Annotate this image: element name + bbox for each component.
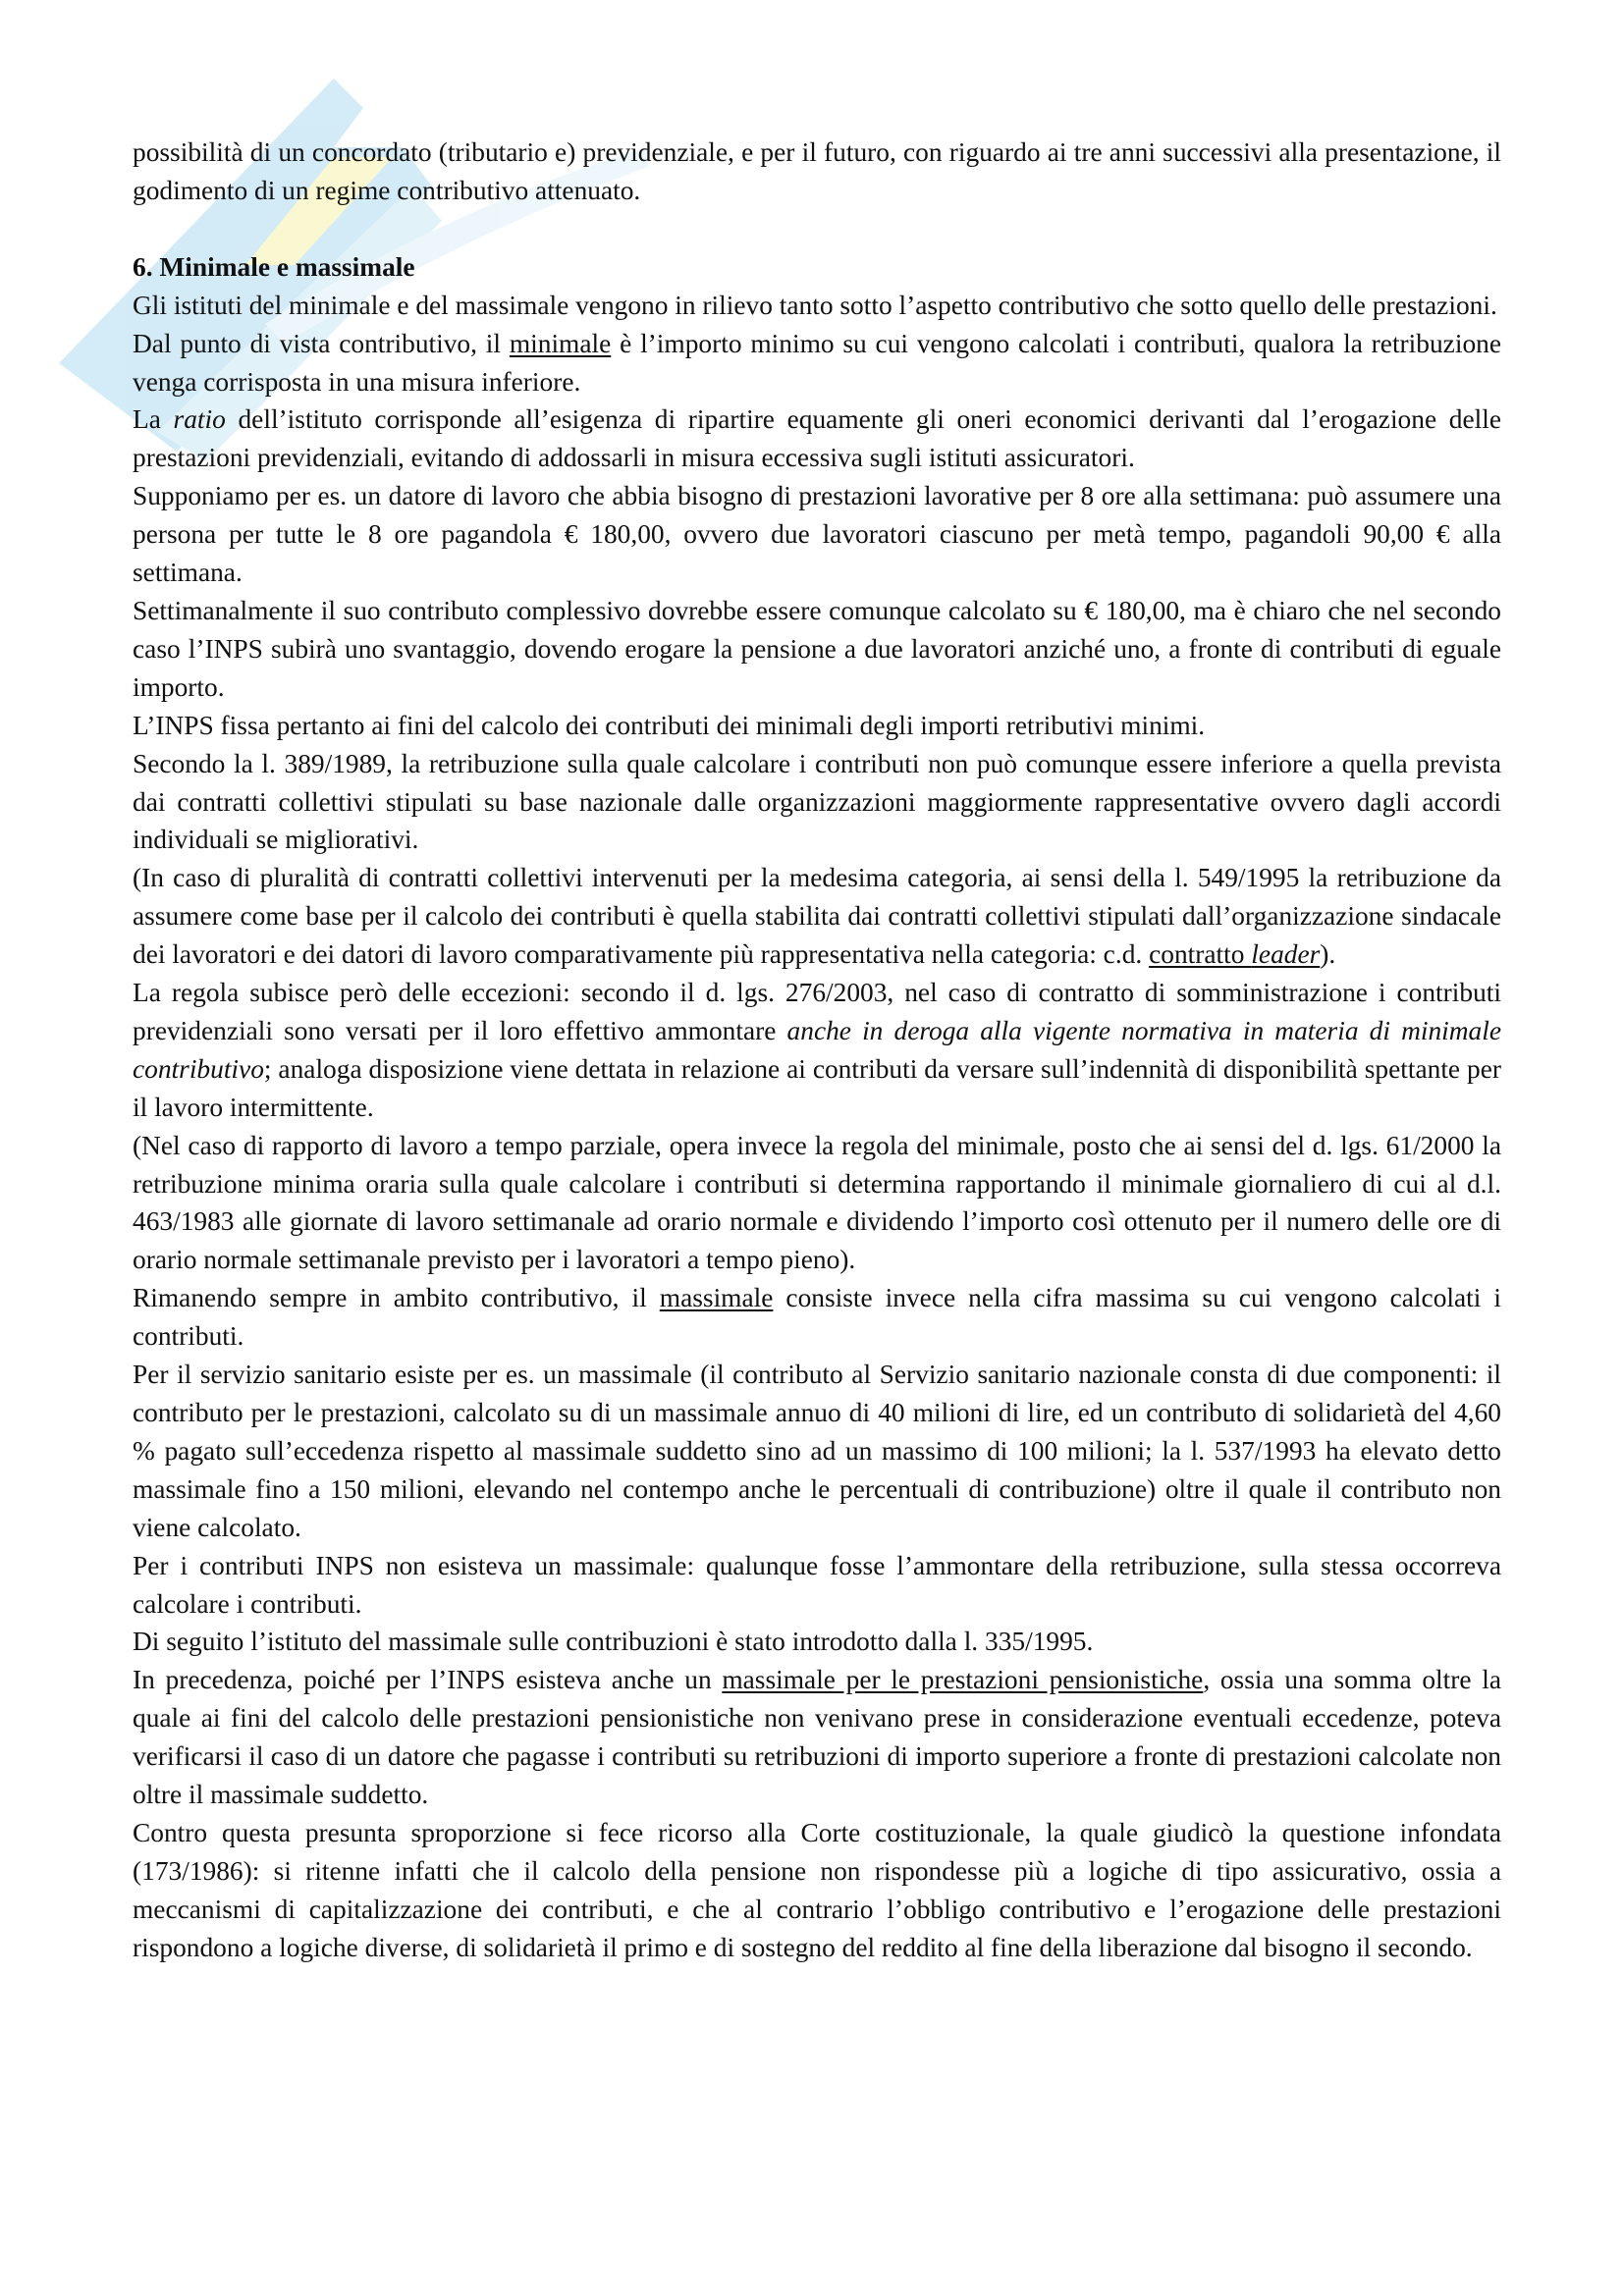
document-body (133, 133, 1501, 1967)
paragraph-12: Per il servizio sanitario esiste per es. un massimale (il contributo al Servizio sanitario nazionale consta di due componenti: il contributo per le prestazioni, calcolato su di un massimale annuo di 40 milioni di lire, ed un contributo di solidarietà del 4,60 % pagato sull’eccedenza rispetto al massimale suddetto sino ad un massimo di 100 milioni; la l. 537/1993 ha elevato detto massimale fino a 150 milioni, elevando nel contempo anche le percentuali di contribuzione) oltre il quale il contributo non viene calcolato. (133, 1360, 1501, 1542)
term-massimale-prestazioni: massimale per le prestazioni pensionistiche (722, 1665, 1204, 1695)
section-heading: 6. Minimale e massimale (133, 251, 415, 282)
paragraph-6: L’INPS fissa pertanto ai fini del calcolo dei contributi dei minimali degli importi retributivi minimi. (133, 710, 1206, 740)
term-minimale: minimale (509, 328, 612, 358)
paragraph-8: (In caso di pluralità di contratti collettivi intervenuti per la medesima categoria, ai sensi della l. 549/1995 la retribuzione da assumere come base per il calcolo dei contributi è quella stabilita dai contratti collettivi stipulati dall’organizzazione sindacale dei lavoratori e dei datori di lavoro comparativamente più rappresentativa nella categoria: c.d. contratto leader). (133, 863, 1501, 970)
paragraph-15: In precedenza, poiché per l’INPS esisteva anche un massimale per le prestazioni pensionistiche, ossia una somma oltre la quale ai fini del calcolo delle prestazioni pensionistiche non venivano prese in considerazione eventuali eccedenze, poteva verificarsi il caso di un datore che pagasse i contributi su retribuzioni di importo superiore a fronte di prestazioni calcolate non oltre il massimale suddetto. (133, 1665, 1502, 1810)
paragraph-10: (Nel caso di rapporto di lavoro a tempo parziale, opera invece la regola del minimale, posto che ai sensi del d. lgs. 61/2000 la retribuzione minima oraria sulla quale calcolare i contributi si determina rapportando il minimale giornaliero di cui al d.l. 463/1983 alle giornate di lavoro settimanale ad orario normale e dividendo l’importo così ottenuto per il numero delle ore di orario normale settimanale previsto per i lavoratori a tempo pieno). (133, 1130, 1501, 1275)
paragraph-5: Settimanalmente il suo contributo complessivo dovrebbe essere comunque calcolato su € 180,00, ma è chiaro che nel secondo caso l’INPS subirà uno svantaggio, dovendo erogare la pensione a due lavoratori anziché uno, a fronte di contributi di eguale importo. (133, 595, 1501, 702)
intro-paragraph: possibilità di un concordato (tributario e) previdenziale, e per il futuro, con riguardo ai tre anni successivi alla presentazione, il godimento di un regime contributivo attenuato. (133, 137, 1501, 205)
paragraph-4: Supponiamo per es. un datore di lavoro che abbia bisogno di prestazioni lavorative per 8 ore alla settimana: può assumere una persona per tutte le 8 ore pagandola € 180,00, ovvero due lavoratori ciascuno per metà tempo, pagandoli 90,00 € alla settimana. (133, 481, 1501, 588)
paragraph-7: Secondo la l. 389/1989, la retribuzione sulla quale calcolare i contributi non può comunque essere inferiore a quella prevista dai contratti collettivi stipulati su base nazionale dalle organizzazioni maggiormente rappresentative ovvero dagli accordi individuali se migliorativi. (133, 748, 1501, 855)
paragraph-13: Per i contributi INPS non esisteva un massimale: qualunque fosse l’ammontare della retribuzione, sulla stessa occorreva calcolare i contributi. (133, 1550, 1501, 1619)
paragraph-3: La ratio dell’istituto corrisponde all’esigenza di ripartire equamente gli oneri economici derivanti dal l’erogazione delle prestazioni previdenziali, evitando di addossarli in misura eccessiva sugli istituti assicuratori. (133, 404, 1501, 473)
paragraph-2: Dal punto di vista contributivo, il minimale è l’importo minimo su cui vengono calcolati i contributi, qualora la retribuzione venga corrisposta in una misura inferiore. (133, 328, 1501, 397)
term-massimale: massimale (659, 1283, 774, 1313)
paragraph-11: Rimanendo sempre in ambito contributivo, il massimale consiste invece nella cifra massima su cui vengono calcolati i contributi. (133, 1283, 1501, 1352)
paragraph-1: Gli istituti del minimale e del massimale vengono in rilievo tanto sotto l’aspetto contributivo che sotto quello delle prestazioni. (133, 290, 1497, 320)
term-ratio: ratio (173, 404, 226, 435)
paragraph-9: La regola subisce però delle eccezioni: secondo il d. lgs. 276/2003, nel caso di contratto di somministrazione i contributi previdenziali sono versati per il loro effettivo ammontare anche in deroga alla vigente normativa in materia di minimale contributivo; analoga disposizione viene dettata in relazione ai contributi da versare sull’indennità di disponibilità spettante per il lavoro intermittente. (133, 978, 1502, 1122)
term-contratto-leader: contratto leader (1149, 939, 1321, 970)
paragraph-14: Di seguito l’istituto del massimale sulle contribuzioni è stato introdotto dalla l. 335/1995. (133, 1627, 1094, 1657)
paragraph-16: Contro questa presunta sproporzione si fece ricorso alla Corte costituzionale, la quale giudicò la questione infondata (173/1986): si ritenne infatti che il calcolo della pensione non rispondesse più a logiche di tipo assicurativo, ossia a meccanismi di capitalizzazione dei contributi, e che al contrario l’obbligo contributivo e l’erogazione delle prestazioni rispondono a logiche diverse, di solidarietà il primo e di sostegno del reddito al fine della liberazione dal bisogno il secondo. (133, 1817, 1501, 1962)
quote-deroga: anche in deroga alla vigente normativa in materia di minimale contributivo (133, 1015, 1502, 1084)
